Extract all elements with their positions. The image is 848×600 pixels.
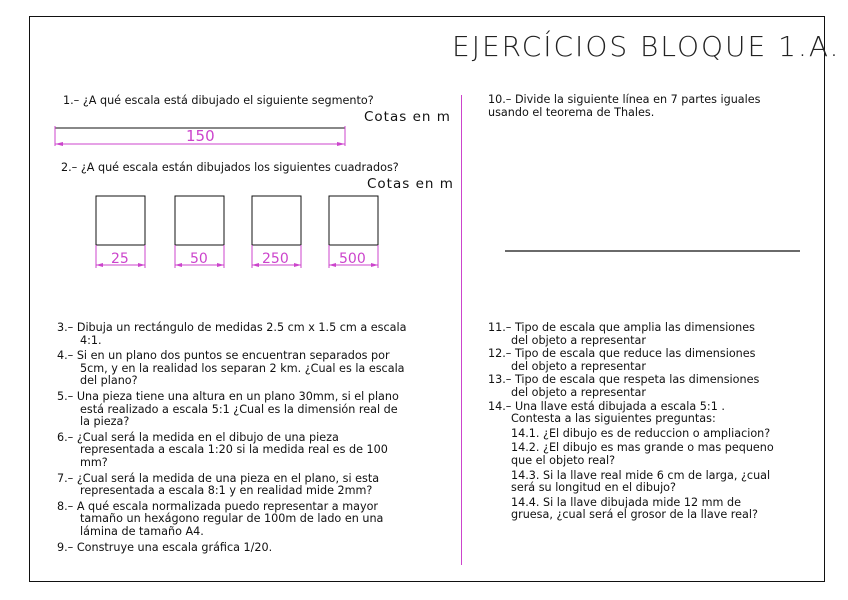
- question-8-line: lámina de tamaño A4.: [80, 524, 204, 538]
- question-8-line: 8.– A qué escala normalizada puedo representar a mayor: [57, 499, 379, 513]
- square-1-dimension: 25: [111, 251, 129, 267]
- question-4-line: 5cm, y en la realidad los separan 2 km. ¿Cual es la escala: [80, 361, 405, 375]
- question-7-line: representada a escala 8:1 y en realidad mide 2mm?: [80, 484, 373, 498]
- left-questions: [57, 322, 406, 554]
- question-3: [57, 322, 406, 347]
- question-13-line: del objeto a representar: [511, 385, 647, 399]
- question-7-line: 7.– ¿Cual será la medida de una pieza en el plano, si esta: [57, 471, 380, 485]
- square-2: [175, 196, 224, 268]
- question-14-3: será su longitud en el dibujo?: [511, 481, 676, 495]
- question-8-line: tamaño un hexágono regular de 100m de lado en una: [80, 512, 384, 526]
- units-label-1: Cotas en m: [364, 109, 451, 125]
- question-4-line: 4.– Si en un plano dos puntos se encuentran separados por: [57, 349, 390, 363]
- question-2: 2.– ¿A qué escala están dibujados los siguientes cuadrados?: [61, 161, 399, 174]
- question-14: [488, 401, 774, 522]
- question-14-4: gruesa, ¿cual será el grosor de la llave real?: [511, 508, 758, 522]
- question-13-line: 13.– Tipo de escala que respeta las dimensiones: [488, 373, 760, 387]
- question-10-line: usando el teorema de Thales.: [488, 105, 655, 119]
- question-11-line: del objeto a representar: [511, 333, 647, 347]
- question-11: [488, 322, 774, 347]
- question-12-line: 12.– Tipo de escala que reduce las dimensiones: [488, 347, 756, 361]
- page-title: EJERCÍCIOS BLOQUE 1.A.: [452, 30, 841, 63]
- question-4-line: del plano?: [80, 374, 138, 388]
- question-5: [57, 391, 406, 429]
- question-10: [488, 94, 760, 119]
- square-1: [96, 196, 145, 268]
- question-13: [488, 374, 774, 399]
- question-5-line: 5.– Una pieza tiene una altura en un plano 30mm, si el plano: [57, 389, 399, 403]
- question-10-line: 10.– Divide la siguiente línea en 7 partes iguales: [488, 93, 761, 106]
- question-6-line: 6.– ¿Cual será la medida en el dibujo de una pieza: [57, 430, 339, 444]
- question-3-line: 3.– Dibuja un rectángulo de medidas 2.5 cm x 1.5 cm a escala: [57, 321, 407, 334]
- question-6-line: mm?: [80, 455, 108, 469]
- segment-dimension: 150: [186, 127, 215, 145]
- square-3-dimension: 250: [262, 251, 289, 267]
- right-questions: [488, 322, 774, 522]
- question-1: 1.– ¿A qué escala está dibujado el siguiente segmento?: [63, 94, 374, 107]
- squares-drawing: [96, 196, 378, 268]
- question-9-line: 9.– Construye una escala gráfica 1/20.: [57, 540, 273, 554]
- segment-drawing: [55, 126, 345, 146]
- question-5-line: la pieza?: [80, 415, 130, 429]
- question-14-2: que el objeto real?: [511, 453, 616, 467]
- question-14-2: 14.2. ¿El dibujo es mas grande o mas pequeno: [511, 441, 774, 455]
- question-14-line: Contesta a las siguientes preguntas:: [511, 412, 716, 426]
- question-14-3: 14.3. Si la llave real mide 6 cm de larga, ¿cual: [511, 468, 771, 482]
- question-6: [57, 432, 406, 470]
- question-11-line: 11.– Tipo de escala que amplia las dimensiones: [488, 321, 755, 334]
- question-14-1: 14.1. ¿El dibujo es de reduccion o ampliacion?: [511, 426, 771, 440]
- square-4: [329, 196, 378, 268]
- question-14-4: 14.4. Si la llave dibujada mide 12 mm de: [511, 495, 741, 509]
- units-label-2: Cotas en m: [367, 176, 454, 192]
- question-5-line: está realizado a escala 5:1 ¿Cual es la dimensión real de: [80, 402, 398, 416]
- question-12: [488, 348, 774, 373]
- question-4: [57, 350, 406, 388]
- question-12-line: del objeto a representar: [511, 359, 647, 373]
- question-3-line: 4:1.: [80, 333, 102, 347]
- question-9: [57, 542, 406, 555]
- question-14-line: 14.– Una llave está dibujada a escala 5:1 .: [488, 399, 725, 413]
- question-6-line: representada a escala 1:20 si la medida real es de 100: [80, 443, 388, 457]
- square-3: [252, 196, 301, 268]
- square-2-dimension: 50: [190, 251, 208, 267]
- square-4-dimension: 500: [339, 251, 366, 267]
- question-7: [57, 473, 406, 498]
- question-8: [57, 501, 406, 539]
